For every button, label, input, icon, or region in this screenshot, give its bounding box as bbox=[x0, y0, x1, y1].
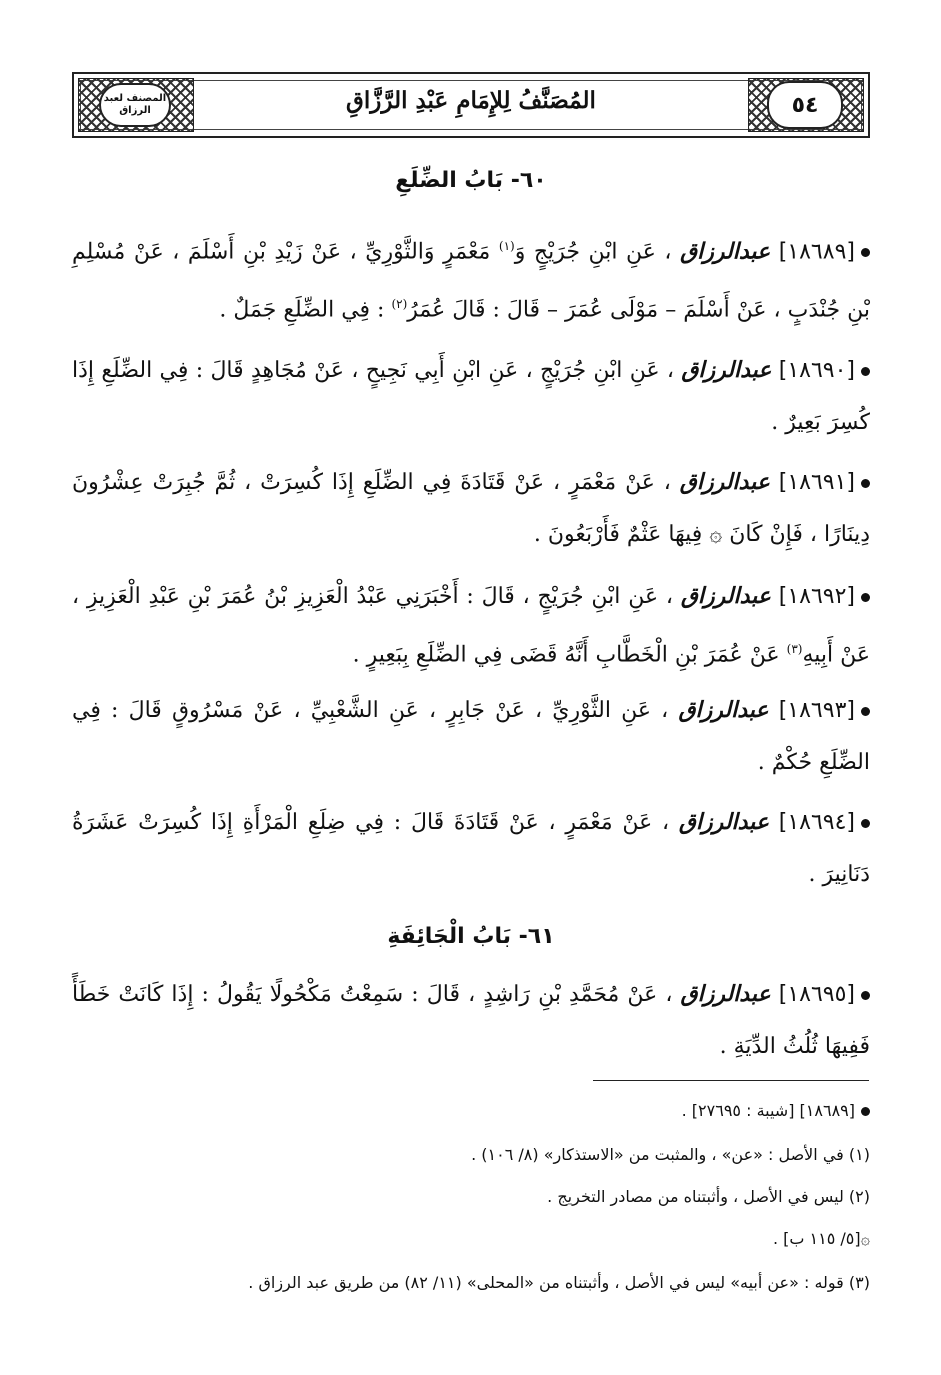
footnote-ref: (١) bbox=[498, 239, 515, 253]
hadith-text: ، عَنِ ابْنِ جُرَيْجٍ وَ bbox=[514, 239, 672, 265]
hadith-text: ، عَنْ مَعْمَرٍ ، عَنْ قَتَادَةَ قَالَ : فِي ضِلَعِ الْمَرْأَةِ إِذَا كُسِرَتْ عَشَرَةُ دَنَانِيرَ . bbox=[72, 810, 870, 887]
header-ornament-left bbox=[78, 78, 194, 132]
hadith-text: : فِي الضِّلَعِ جَمَلٌ . bbox=[219, 297, 392, 323]
hadith-text: عَنْ عُمَرَ بْنِ الْخَطَّابِ أَنَّهُ قَضَى فِي الضِّلَعِ بِبَعِيرٍ . bbox=[352, 642, 787, 668]
bullet-icon bbox=[861, 707, 870, 716]
hadith-text: ، عَنِ ابْنِ جُرَيْجٍ ، قَالَ : أَخْبَرَنِي عَبْدُ الْعَزِيزِ بْنُ عُمَرَ بْنِ عَبْدِ الْعَزِيزِ ، عَنْ أَبِيهِ bbox=[72, 584, 870, 668]
bullet-icon bbox=[861, 819, 870, 828]
bullet-icon bbox=[861, 593, 870, 602]
footnote-ref: (٣) bbox=[786, 642, 803, 656]
footnote-2: (٢) ليس في الأصل ، وأثبتناه من مصادر التخريج . bbox=[547, 1187, 870, 1206]
narrator-name: عبدالرزاق bbox=[680, 583, 771, 609]
hadith-number: [١٨٦٩٤] bbox=[778, 810, 855, 835]
running-header bbox=[72, 72, 870, 138]
hadith-entry bbox=[72, 796, 870, 901]
book-title: المُصَنَّفُ لِلإِمَامِ عَبْدِ الرَّزَّاقِ bbox=[346, 87, 596, 114]
footnote-separator bbox=[593, 1080, 869, 1081]
bullet-icon bbox=[861, 479, 870, 488]
hadith-text: ، عَنْ مُحَمَّدِ بْنِ رَاشِدٍ ، قَالَ : سَمِعْتُ مَكْحُولًا يَقُولُ : إِذَا كَانَتْ خَطَأً فَفِيهَا ثُلُثُ الدِّيَةِ . bbox=[72, 982, 870, 1059]
bullet-icon bbox=[861, 367, 870, 376]
chapter-title: ٦٠- بَابُ الضِّلَعِ bbox=[395, 168, 547, 193]
footnote-3: (٣) قوله : «عن أبيه» ليس في الأصل ، وأثبتناه من «المحلى» (١١/ ٨٢) من طريق عبد الرزاق . bbox=[248, 1273, 870, 1292]
hadith-text: ، عَنِ ابْنِ جُرَيْجٍ ، عَنِ ابْنِ أَبِي نَجِيحٍ ، عَنْ مُجَاهِدٍ قَالَ : فِي الضِّلَعِ إِذَا كُسِرَ بَعِيرٌ . bbox=[72, 358, 870, 435]
hadith-number: [١٨٦٨٩] bbox=[778, 239, 855, 265]
takhrij-text: [١٨٦٨٩] [شيبة : ٢٧٦٩٥] . bbox=[681, 1101, 855, 1120]
takhrij-note bbox=[72, 1098, 870, 1124]
bullet-icon bbox=[861, 991, 870, 1000]
narrator-name: عبدالرزاق bbox=[678, 697, 769, 723]
hadith-number: [١٨٦٩٠] bbox=[778, 358, 856, 383]
narrator-name: عبدالرزاق bbox=[678, 809, 769, 835]
hadith-number: [١٨٦٩٥] bbox=[778, 982, 855, 1007]
footnote-ref: (٢) bbox=[391, 297, 408, 312]
hadith-text: ، عَنِ الثَّوْرِيِّ ، عَنْ جَابِرٍ ، عَنِ الشَّعْبِيِّ ، عَنْ مَسْرُوقٍ قَالَ : فِي الضِّلَعِ حُكْمٌ . bbox=[72, 698, 870, 775]
narrator-name: عبدالرزاق bbox=[680, 238, 771, 265]
hadith-entry bbox=[72, 968, 870, 1073]
narrator-name: عبدالرزاق bbox=[681, 357, 772, 383]
hadith-number: [١٨٦٩٢] bbox=[778, 584, 856, 609]
narrator-name: عبدالرزاق bbox=[679, 469, 770, 495]
narrator-name: عبدالرزاق bbox=[680, 981, 771, 1007]
footnote-1: (١) في الأصل : «عن» ، والمثبت من «الاستذكار» (٨/ ١٠٦) . bbox=[471, 1145, 870, 1164]
hadith-number: [١٨٦٩٣] bbox=[778, 698, 855, 723]
header-ornament-right bbox=[748, 78, 864, 132]
folio-marker: ۞[٥/ ١١٥ ب] . bbox=[772, 1229, 870, 1248]
hadith-entry bbox=[72, 456, 870, 561]
chapter-title: ٦١- بَابُ الْجَائِفَةِ bbox=[387, 924, 555, 949]
hadith-entry bbox=[72, 570, 870, 681]
hadith-number: [١٨٦٩١] bbox=[778, 470, 856, 495]
bullet-icon bbox=[861, 1107, 870, 1116]
hadith-entry bbox=[72, 220, 870, 337]
book-emblem: المصنف لعبد الرزاق bbox=[99, 83, 171, 127]
hadith-entry bbox=[72, 344, 870, 449]
hadith-entry bbox=[72, 684, 870, 789]
page-number: ٥٤ bbox=[767, 81, 843, 129]
bullet-icon bbox=[861, 248, 870, 257]
hadith-text: ، عَنْ مَعْمَرٍ ، عَنْ قَتَادَةَ فِي الضِّلَعِ إِذَا كُسِرَتْ ، ثُمَّ جُبِرَتْ عِشْرُونَ دِينَارًا ، فَإِنْ كَانَ ۞ فِيهَا عَثْمٌ فَأَرْبَعُونَ . bbox=[72, 470, 870, 547]
hadith-text: مَعْمَرٍ وَالثَّوْرِيِّ ، عَنْ زَيْدِ بْنِ أَسْلَمَ ، عَنْ مُسْلِمِ بْنِ جُنْدَبٍ ، عَنْ أَسْلَمَ – مَوْلَى عُمَرَ – قَالَ : قَالَ عُمَرُ bbox=[72, 239, 870, 323]
